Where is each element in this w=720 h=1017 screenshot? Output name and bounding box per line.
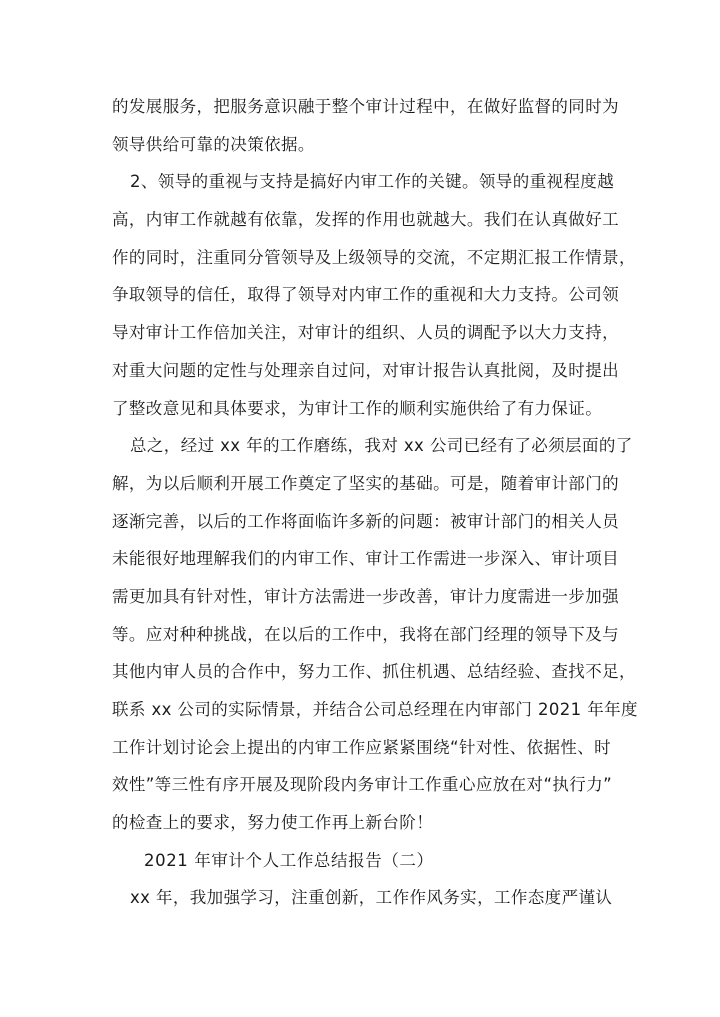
text-line: 总之，经过 xx 年的工作磨练，我对 xx 公司已经有了必须层面的了	[130, 436, 633, 456]
text-line: 2、领导的重视与支持是搞好内审工作的关键。领导的重视程度越	[130, 172, 615, 192]
text-line: 等。应对种种挑战，在以后的工作中，我将在部门经理的领导下及与	[112, 624, 619, 644]
document-body	[112, 88, 638, 917]
section-heading: 2021 年审计个人工作总结报告（二）	[144, 850, 434, 870]
text-line: 解，为以后顺利开展工作奠定了坚实的基础。可是，随着审计部门的	[112, 473, 619, 493]
text-line: 其他内审人员的合作中，努力工作、抓住机遇、总结经验、查找不足，	[112, 662, 636, 682]
text-line: 对重大问题的定性与处理亲自过问，对审计报告认真批阅，及时提出	[112, 360, 619, 380]
text-line: 争取领导的信任，取得了领导对内审工作的重视和大力支持。公司领	[112, 285, 619, 305]
text-line: 了整改意见和具体要求，为审计工作的顺利实施供给了有力保证。	[112, 398, 603, 418]
text-line: 效性”等三性有序开展及现阶段内务审计工作重心应放在对“执行力”	[112, 775, 613, 795]
text-line: 的发展服务，把服务意识融于整个审计过程中，在做好监督的同时为	[112, 97, 619, 116]
text-line: 高，内审工作就越有依靠，发挥的作用也就越大。我们在认真做好工	[112, 210, 619, 230]
text-line: 未能很好地理解我们的内审工作、审计工作需进一步深入、审计项目	[112, 549, 619, 569]
text-line: 工作计划讨论会上提出的内审工作应紧紧围绕“针对性、依据性、时	[112, 737, 612, 757]
text-line: 领导供给可靠的决策依据。	[112, 134, 315, 154]
text-line: 作的同时，注重同分管领导及上级领导的交流，不定期汇报工作情景，	[112, 247, 636, 267]
text-line: 联系 xx 公司的实际情景，并结合公司总经理在内审部门 2021 年年度	[112, 700, 638, 719]
text-line: 需更加具有针对性，审计方法需进一步改善，审计力度需进一步加强	[112, 586, 619, 606]
text-line: 逐渐完善，以后的工作将面临许多新的问题：被审计部门的相关人员	[112, 511, 619, 531]
text-line: xx 年，我加强学习，注重创新，工作作风务实，工作态度严谨认	[130, 888, 613, 908]
text-line: 的检查上的要求，努力使工作再上新台阶！	[112, 813, 434, 833]
text-line: 导对审计工作倍加关注，对审计的组织、人员的调配予以大力支持，	[112, 323, 619, 343]
